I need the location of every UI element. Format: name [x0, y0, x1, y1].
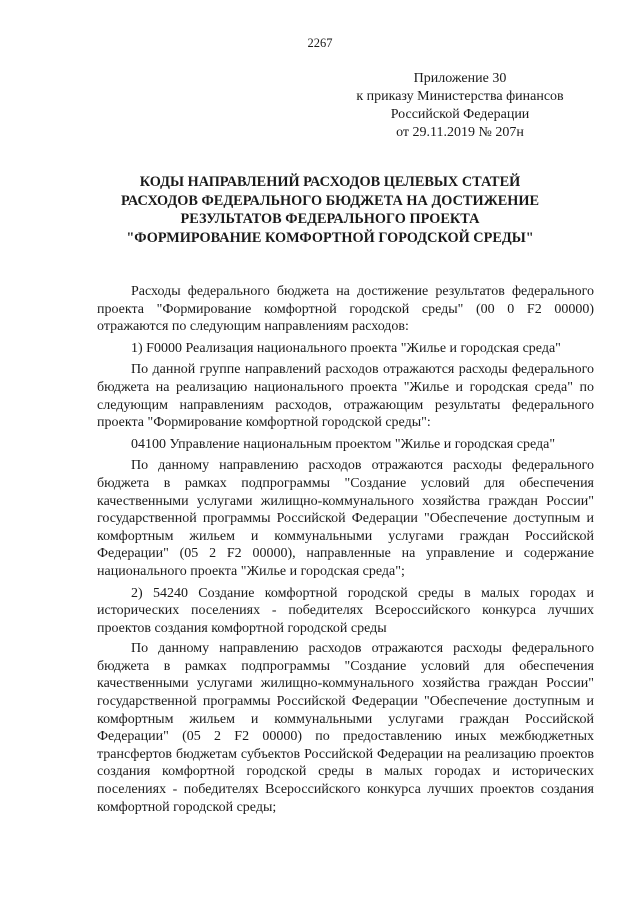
section-heading: 04100 Управление национальным проектом "Жилье и городская среда"	[131, 436, 556, 452]
document-title	[95, 173, 565, 247]
body-paragraph: По данной группе направлений расходов отражаются расходы федерального бюджета на реализацию национального проекта "Жилье и городская среда" по следующим направлениям расходов, отражающим результаты федерального проекта "Формирование комфортной городской среды":	[97, 362, 594, 431]
body-paragraph: По данному направлению расходов отражаются расходы федерального бюджета в рамках подпрограммы "Создание условий для обеспечения качественными услугами жилищно-коммунального хозяйства граждан России" государственной программы Российской Федерации "Обеспечение доступным и комфортным жильем и коммунальными услугами граждан Российской Федерации" (05 2 F2 00000), направленные на управление и содержание национального проекта "Жилье и городская среда";	[97, 458, 594, 579]
title-line: РЕЗУЛЬТАТОВ ФЕДЕРАЛЬНОГО ПРОЕКТА	[180, 211, 480, 227]
title-line: РАСХОДОВ ФЕДЕРАЛЬНОГО БЮДЖЕТА НА ДОСТИЖЕНИЕ	[120, 192, 540, 209]
body-paragraph: По данному направлению расходов отражаются расходы федерального бюджета в рамках подпрограммы "Создание условий для обеспечения качественными услугами жилищно-коммунального хозяйства граждан России" государственной программы Российской Федерации "Обеспечение доступным и комфортным жильем и коммунальными услугами граждан Российской Федерации" (05 2 F2 00000) по предоставлению иных межбюджетных трансфертов бюджетам субъектов Российской Федерации на реализацию проектов создания комфортной городской среды в малых городах и исторических поселениях - победителях Всероссийского конкурса лучших проектов создания комфортной городской среды;	[97, 641, 594, 815]
document-body	[97, 283, 594, 820]
appendix-line: к приказу Министерства финансов	[356, 89, 564, 104]
appendix-line: от 29.11.2019 № 207н	[396, 125, 524, 140]
appendix-line: Российской Федерации	[390, 107, 530, 122]
appendix-line: Приложение 30	[413, 71, 507, 86]
body-paragraph: Расходы федерального бюджета на достижение результатов федерального проекта "Формирование комфортной городской среды" (00 0 F2 00000) отражаются по следующим направлениям расходов:	[97, 284, 594, 335]
section-heading: 1) F0000 Реализация национального проекта "Жилье и городская среда"	[131, 340, 561, 356]
title-line: КОДЫ НАПРАВЛЕНИЙ РАСХОДОВ ЦЕЛЕВЫХ СТАТЕЙ	[139, 174, 521, 190]
title-line: "ФОРМИРОВАНИЕ КОМФОРТНОЙ ГОРОДСКОЙ СРЕДЫ"	[126, 229, 534, 246]
page-number: 2267	[307, 36, 333, 50]
appendix-block	[340, 70, 580, 142]
section-heading: 2) 54240 Создание комфортной городской среды в малых городах и исторических поселениях - победителях Всероссийского конкурса лучших проектов создания комфортной городской среды	[97, 585, 594, 636]
